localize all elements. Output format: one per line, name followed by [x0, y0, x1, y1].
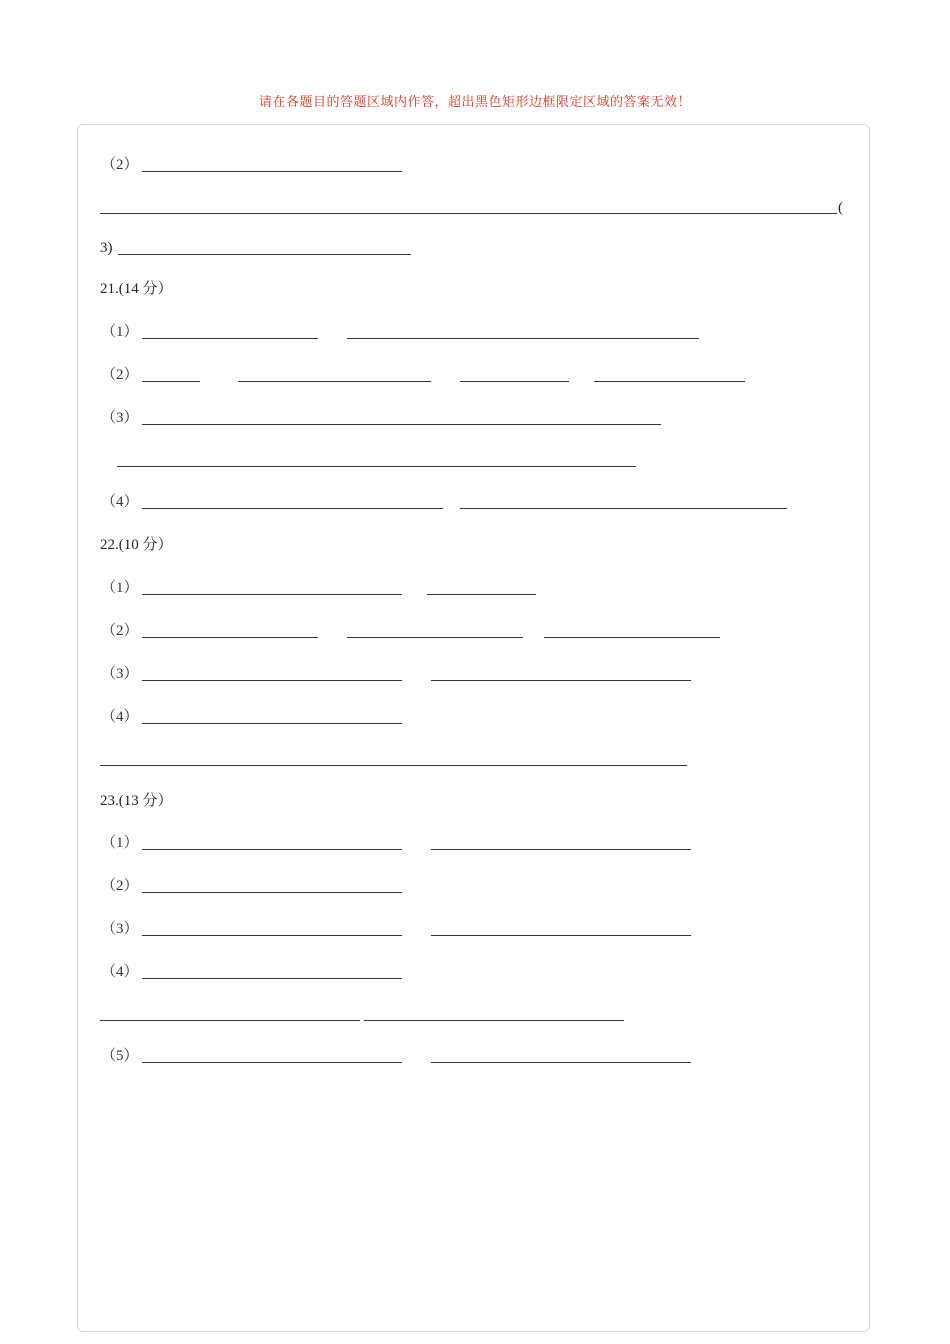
q23-part-2-label: （2） — [101, 878, 139, 894]
q23-part-4-label: （4） — [101, 964, 139, 980]
answer-area-notice: 请在各题目的答题区域内作答，超出黑色矩形边框限定区域的答案无效！ — [258, 95, 691, 110]
answer-blank[interactable] — [238, 381, 431, 382]
answer-blank[interactable] — [142, 338, 318, 339]
q21-part-3-label: （3） — [101, 410, 139, 426]
answer-blank[interactable] — [142, 680, 402, 681]
answer-blank[interactable] — [100, 765, 687, 766]
question-21-title: 21.(14 分） — [100, 281, 173, 297]
answer-frame — [77, 124, 870, 1332]
q22-part-4-label: （4） — [101, 709, 139, 725]
q22-part-1-label: （1） — [101, 580, 139, 596]
answer-blank[interactable] — [427, 594, 536, 595]
answer-blank[interactable] — [117, 466, 636, 467]
answer-blank[interactable] — [594, 381, 745, 382]
answer-blank[interactable] — [142, 849, 402, 850]
question-23-title: 23.(13 分） — [100, 793, 173, 809]
answer-blank[interactable] — [431, 680, 691, 681]
q22-part-3-label: （3） — [101, 666, 139, 682]
q22-part-2-label: （2） — [101, 623, 139, 639]
part-3-label: 3) — [100, 240, 113, 256]
answer-blank[interactable] — [142, 381, 200, 382]
answer-blank[interactable] — [431, 1062, 691, 1063]
answer-blank[interactable] — [142, 594, 402, 595]
answer-blank[interactable] — [142, 978, 402, 979]
q21-part-2-label: （2） — [101, 367, 139, 383]
answer-blank[interactable] — [100, 1020, 360, 1021]
open-paren: ( — [838, 200, 843, 216]
answer-blank[interactable] — [347, 338, 699, 339]
answer-blank[interactable] — [347, 637, 523, 638]
answer-blank[interactable] — [460, 381, 569, 382]
q21-part-1-label: （1） — [101, 324, 139, 340]
q21-part-4-label: （4） — [101, 494, 139, 510]
answer-blank[interactable] — [142, 508, 443, 509]
q23-part-3-label: （3） — [101, 921, 139, 937]
answer-blank[interactable] — [142, 171, 402, 172]
answer-blank[interactable] — [431, 935, 691, 936]
answer-blank[interactable] — [142, 1062, 402, 1063]
answer-blank[interactable] — [142, 637, 318, 638]
answer-blank[interactable] — [100, 213, 837, 214]
answer-blank[interactable] — [364, 1020, 624, 1021]
answer-blank[interactable] — [142, 723, 402, 724]
answer-blank[interactable] — [118, 254, 411, 255]
answer-blank[interactable] — [460, 508, 787, 509]
answer-blank[interactable] — [142, 935, 402, 936]
answer-blank[interactable] — [431, 849, 691, 850]
q23-part-5-label: （5） — [101, 1048, 139, 1064]
answer-blank[interactable] — [142, 892, 402, 893]
part-2-label: （2） — [101, 157, 139, 173]
q23-part-1-label: （1） — [101, 835, 139, 851]
answer-blank[interactable] — [544, 637, 720, 638]
answer-blank[interactable] — [142, 424, 661, 425]
question-22-title: 22.(10 分） — [100, 537, 173, 553]
